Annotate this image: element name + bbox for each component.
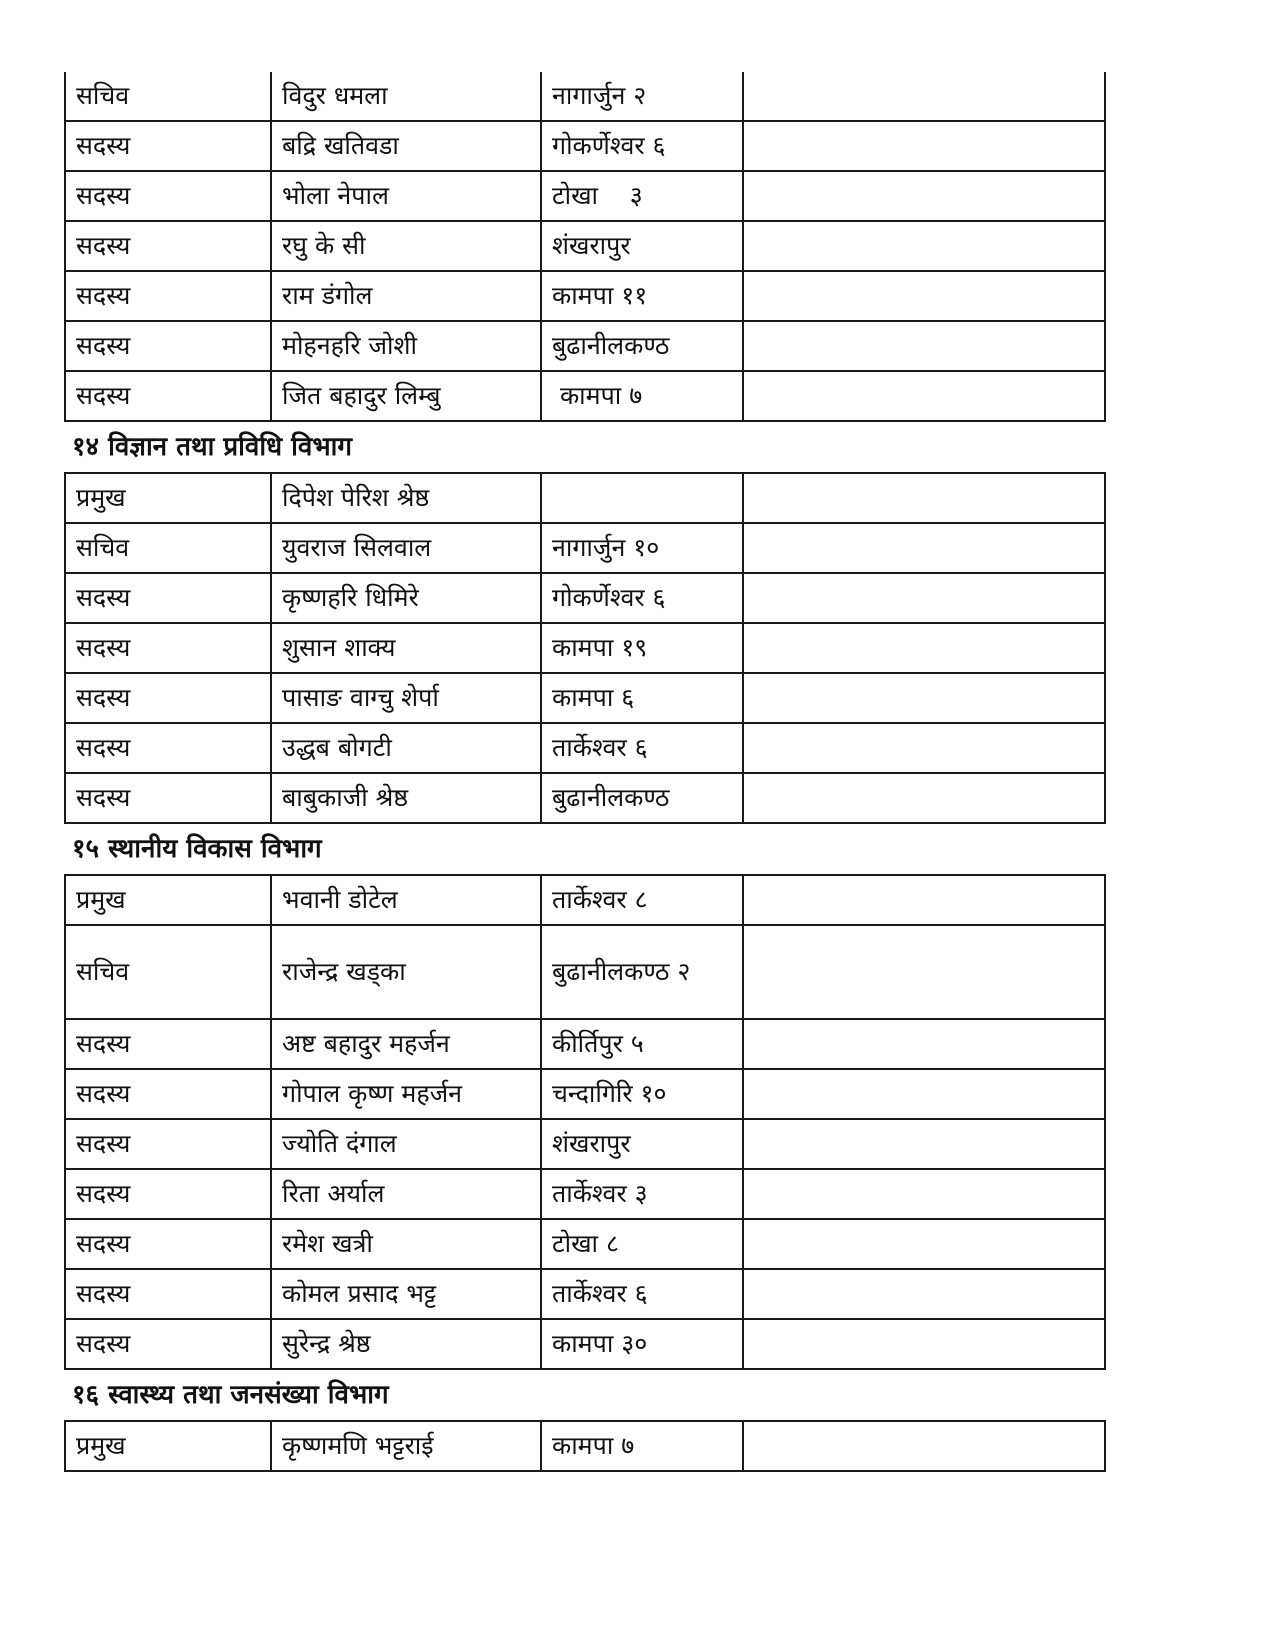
table-row [65,623,1105,673]
table-row [65,371,1105,421]
role-cell: सदस्य [65,171,271,221]
role-cell: सदस्य [65,623,271,673]
role-cell: सदस्य [65,321,271,371]
name-cell: कृष्णहरि धिमिरे [271,573,541,623]
section-heading-15: १५ स्थानीय विकास विभाग [72,834,322,864]
note-cell [743,673,1105,723]
table-row [65,925,1105,1019]
name-cell: मोहनहरि जोशी [271,321,541,371]
role-cell: सदस्य [65,1169,271,1219]
note-cell [743,875,1105,925]
name-cell: बाबुकाजी श्रेष्ठ [271,773,541,823]
name-cell: राजेन्द्र खड्का [271,925,541,1019]
table-row [65,171,1105,221]
place-cell: कामपा ७ [541,1421,743,1471]
table-row [65,1169,1105,1219]
note-cell [743,773,1105,823]
table-row [65,1019,1105,1069]
role-cell: सदस्य [65,1019,271,1069]
role-cell: प्रमुख [65,875,271,925]
role-cell: सदस्य [65,773,271,823]
name-cell: राम डंगोल [271,271,541,321]
note-cell [743,271,1105,321]
note-cell [743,623,1105,673]
place-cell: गोकर्णेश्वर ६ [541,121,743,171]
role-cell: सदस्य [65,573,271,623]
role-cell: सदस्य [65,1319,271,1369]
table-row [65,723,1105,773]
role-cell: सचिव [65,72,271,121]
place-cell: शंखरापुर [541,221,743,271]
place-cell: नागार्जुन २ [541,72,743,121]
document-page [64,72,1104,1472]
role-cell: सदस्य [65,1069,271,1119]
name-cell: युवराज सिलवाल [271,523,541,573]
name-cell: उद्धब बोगटी [271,723,541,773]
role-cell: सदस्य [65,1119,271,1169]
role-cell: प्रमुख [65,1421,271,1471]
place-cell: टोखा ८ [541,1219,743,1269]
table-row [65,573,1105,623]
continued-roster-table [64,72,1106,422]
place-cell: तार्केश्वर ३ [541,1169,743,1219]
place-cell: बुढानीलकण्ठ [541,773,743,823]
table-row [65,221,1105,271]
name-cell: भोला नेपाल [271,171,541,221]
place-cell: कामपा १९ [541,623,743,673]
table-row [65,1119,1105,1169]
table-row [65,72,1105,121]
note-cell [743,171,1105,221]
role-cell: सदस्य [65,221,271,271]
name-cell: बद्रि खतिवडा [271,121,541,171]
role-cell: सचिव [65,523,271,573]
table-row [65,1219,1105,1269]
note-cell [743,523,1105,573]
place-cell: नागार्जुन १० [541,523,743,573]
name-cell: रमेश खत्री [271,1219,541,1269]
place-cell: चन्दागिरि १० [541,1069,743,1119]
section-14-roster-table [64,472,1106,824]
place-cell [541,473,743,523]
note-cell [743,1019,1105,1069]
name-cell: रिता अर्याल [271,1169,541,1219]
name-cell: गोपाल कृष्ण महर्जन [271,1069,541,1119]
name-cell: दिपेश पेरिश श्रेष्ठ [271,473,541,523]
name-cell: शुसान शाक्य [271,623,541,673]
name-cell: सुरेन्द्र श्रेष्ठ [271,1319,541,1369]
table-row [65,523,1105,573]
place-cell: गोकर्णेश्वर ६ [541,573,743,623]
name-cell: ज्योति दंगाल [271,1119,541,1169]
place-cell: कामपा ६ [541,673,743,723]
section-heading-14: १४ विज्ञान तथा प्रविधि विभाग [72,432,352,462]
name-cell: कोमल प्रसाद भट्ट [271,1269,541,1319]
role-cell: सदस्य [65,271,271,321]
table-row [65,271,1105,321]
role-cell: सदस्य [65,121,271,171]
table-row [65,321,1105,371]
note-cell [743,121,1105,171]
note-cell [743,1421,1105,1471]
name-cell: विदुर धमला [271,72,541,121]
place-cell: कामपा ७ [541,371,743,421]
table-row [65,1269,1105,1319]
table-row [65,121,1105,171]
table-row [65,1069,1105,1119]
role-cell: सदस्य [65,371,271,421]
role-cell: सदस्य [65,723,271,773]
section-heading-16: १६ स्वास्थ्य तथा जनसंख्या विभाग [72,1380,389,1410]
note-cell [743,1269,1105,1319]
role-cell: सदस्य [65,1269,271,1319]
table-row [65,1421,1105,1471]
role-cell: सचिव [65,925,271,1019]
note-cell [743,473,1105,523]
note-cell [743,723,1105,773]
role-cell: सदस्य [65,1219,271,1269]
name-cell: पासाङ वाग्चु शेर्पा [271,673,541,723]
section-15-roster-table [64,874,1106,1370]
note-cell [743,1169,1105,1219]
name-cell: कृष्णमणि भट्टराई [271,1421,541,1471]
place-cell: कामपा ३० [541,1319,743,1369]
table-row [65,473,1105,523]
place-cell: टोखा ३ [541,171,743,221]
place-cell: कामपा ११ [541,271,743,321]
place-cell: कीर्तिपुर ५ [541,1019,743,1069]
note-cell [743,1069,1105,1119]
table-row [65,773,1105,823]
name-cell: जित बहादुर लिम्बु [271,371,541,421]
place-cell: तार्केश्वर ६ [541,1269,743,1319]
place-cell: शंखरापुर [541,1119,743,1169]
place-cell: बुढानीलकण्ठ २ [541,925,743,1019]
place-cell: तार्केश्वर ८ [541,875,743,925]
note-cell [743,1319,1105,1369]
note-cell [743,573,1105,623]
table-row [65,1319,1105,1369]
name-cell: भवानी डोटेल [271,875,541,925]
note-cell [743,321,1105,371]
note-cell [743,371,1105,421]
note-cell [743,221,1105,271]
role-cell: प्रमुख [65,473,271,523]
section-16-roster-table [64,1420,1106,1472]
table-row [65,875,1105,925]
role-cell: सदस्य [65,673,271,723]
place-cell: तार्केश्वर ६ [541,723,743,773]
note-cell [743,1219,1105,1269]
name-cell: अष्ट बहादुर महर्जन [271,1019,541,1069]
note-cell [743,72,1105,121]
table-row [65,673,1105,723]
place-cell: बुढानीलकण्ठ [541,321,743,371]
name-cell: रघु के सी [271,221,541,271]
note-cell [743,925,1105,1019]
note-cell [743,1119,1105,1169]
